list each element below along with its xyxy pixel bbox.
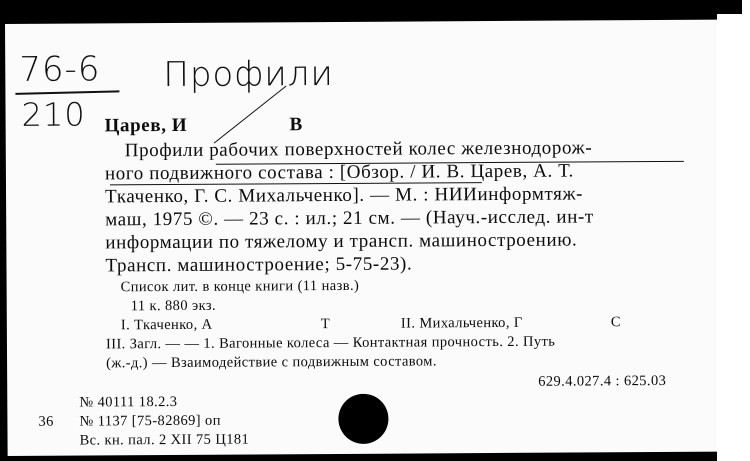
registry-line-2: № 1137 [75-82869] оп [79,412,221,430]
registry-line-3: Вс. кн. пал. 2 XII 75 Ц181 [79,431,250,449]
registry-line-1: № 40111 18.2.3 [79,393,178,411]
added-entry-coauthor-1-initial: Т [320,316,331,333]
bibliography-note: Список лит. в конце книги (11 назв.) [120,277,360,296]
author-initial: В [289,114,303,136]
subject-entries-line-2: (ж.-д.) — Взаимодействие с подвижным составом. [106,353,437,372]
handwritten-subject: Профили [163,53,334,96]
body-line-5: информации по тяжелому и трансп. машиностроению. [105,229,578,254]
added-entry-coauthor-2-initial: С [610,314,621,331]
registry-prefix: 36 [38,413,54,430]
handwritten-shelfmark: 76-6 [19,49,101,90]
body-line-6: Трансп. машиностроение; 5-75-23). [105,253,413,277]
author-heading: Царев, И [104,114,188,137]
body-line-4: маш, 1975 ©. — 23 с. : ил.; 21 см. — (Науч.-исслед. ин-т [105,206,594,231]
classification-number: 629.4.027.4 : 625.03 [538,372,667,390]
scan-margin [717,0,750,461]
price-copies-note: 11 к. 880 экз. [130,297,217,315]
body-line-3: Ткаченко, Г. С. Михальченко]. — М. : НИИинформтяж- [104,183,584,208]
added-entry-coauthor-2: II. Михальченко, Г [400,314,523,332]
scan-margin-notch [717,0,742,14]
body-line-2: ного подвижного состава : [Обзор. / И. В. Царев, А. Т. [104,160,574,185]
added-entry-coauthor-1: I. Ткаченко, А [120,316,213,334]
subject-entries-line-1: III. Загл. — — 1. Вагонные колеса — Контактная прочность. 2. Путь [105,333,556,353]
catalog-card [5,20,720,456]
punched-hole [338,394,388,444]
shelfmark-divider [15,90,119,94]
body-line-1: Профили рабочих поверхностей колес железнодорож- [124,137,593,162]
handwritten-count: 210 [21,95,86,134]
